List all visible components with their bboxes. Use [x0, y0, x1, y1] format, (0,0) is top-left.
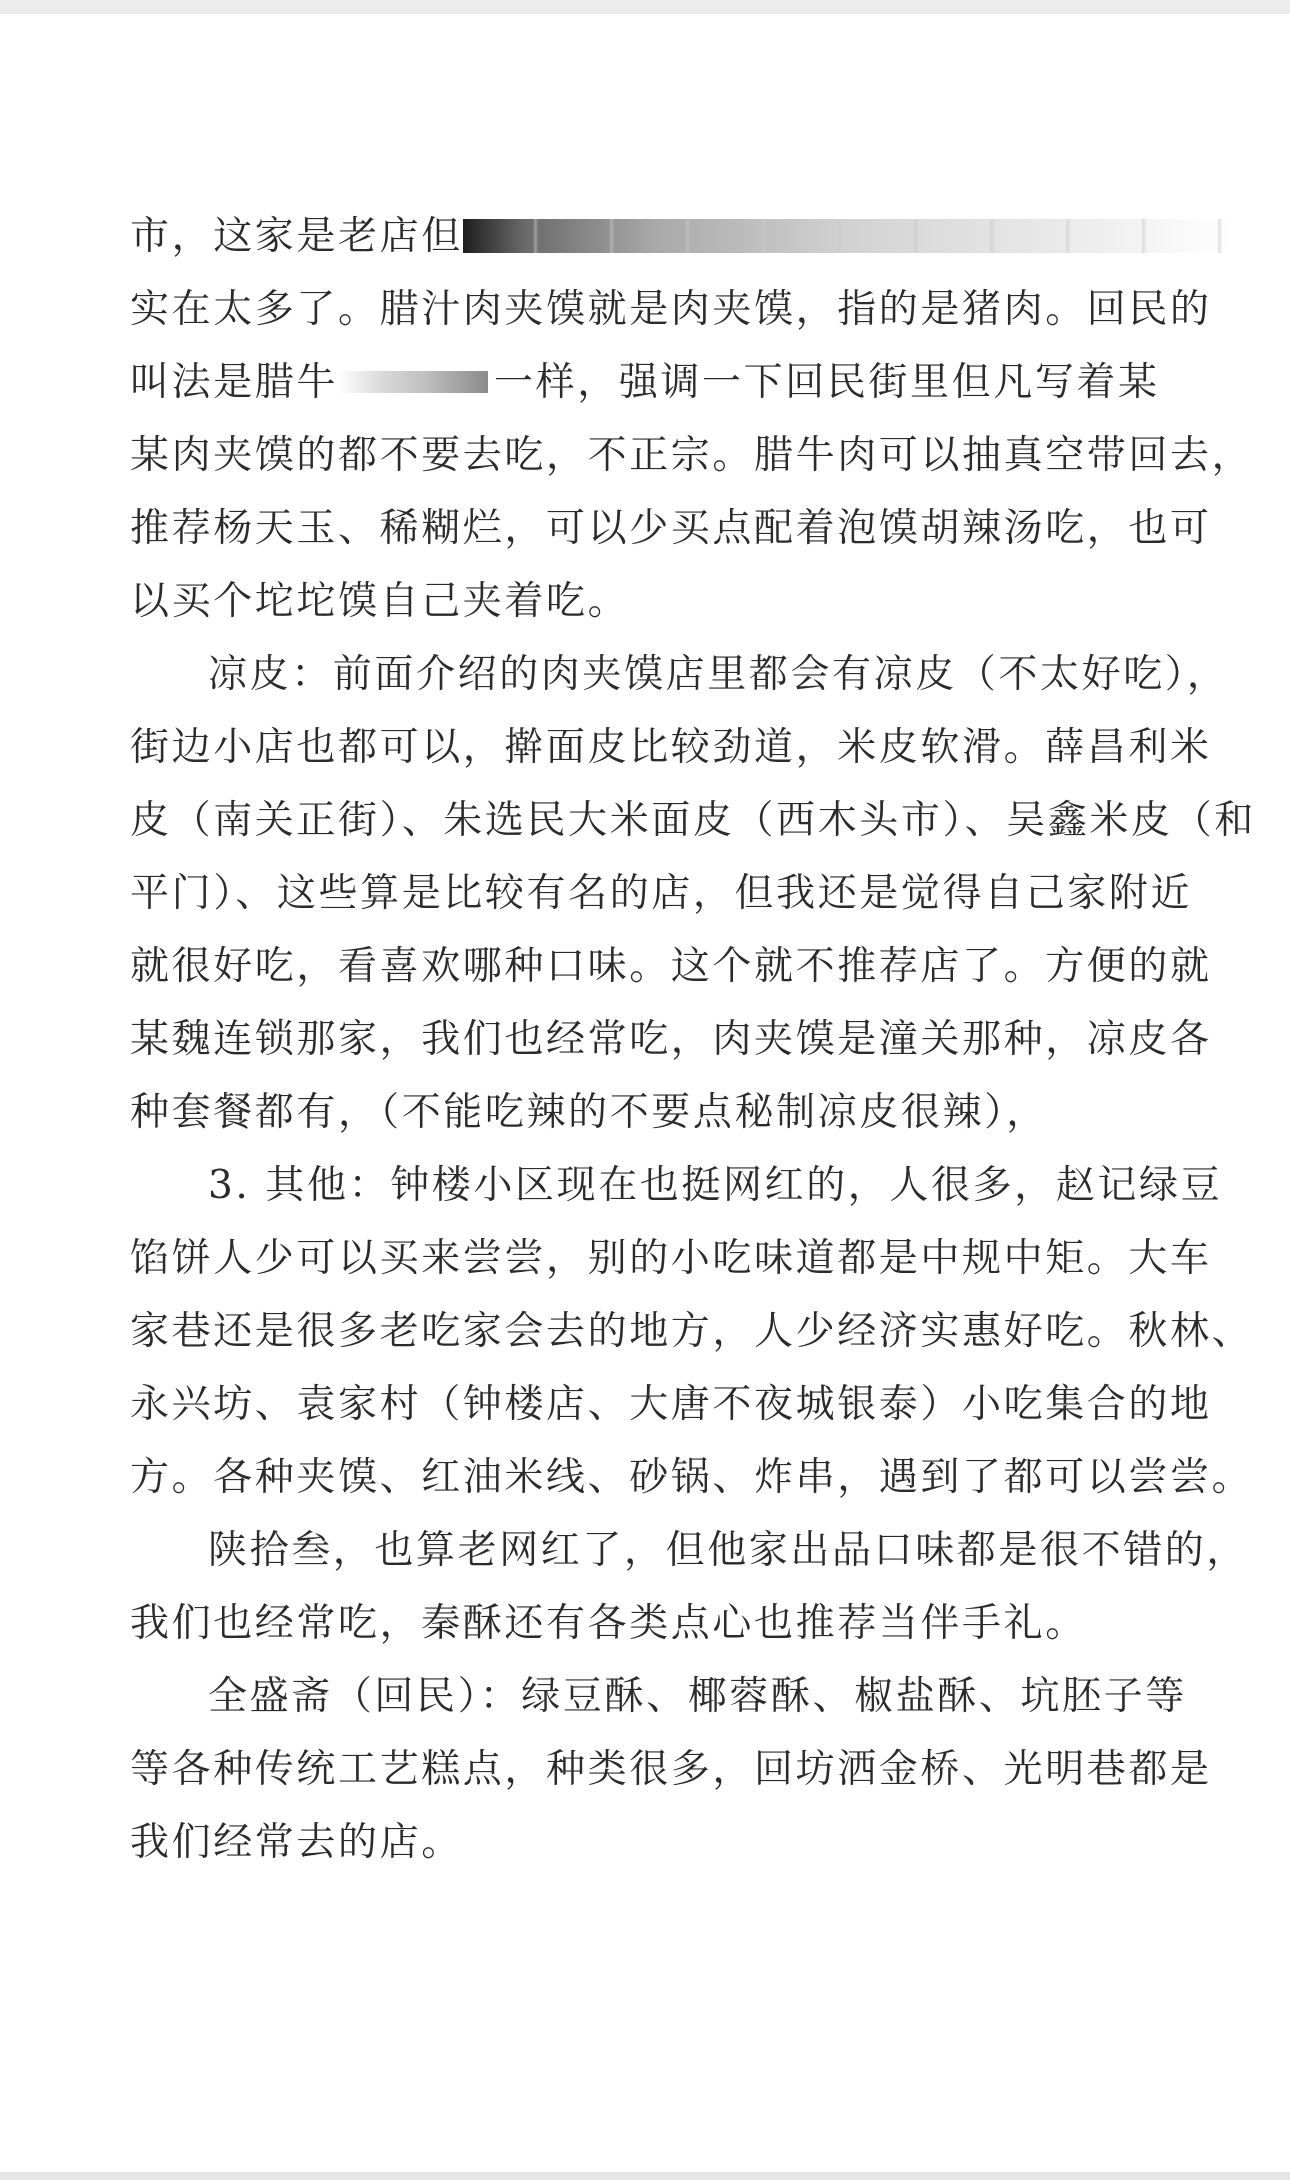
text-line-3 — [130, 346, 1200, 419]
text-line-16: 家巷还是很多老吃家会去的地方，人少经济实惠好吃。秋林、 — [130, 1309, 1254, 1354]
text-line-4: 某肉夹馍的都不要去吃，不正宗。腊牛肉可以抽真空带回去， — [130, 433, 1254, 478]
text-line-5: 推荐杨天玉、稀糊烂，可以少买点配着泡馍胡辣汤吃，也可 — [130, 506, 1212, 551]
text-line-21: 全盛斋（回民）：绿豆酥、椰蓉酥、椒盐酥、坑胚子等 — [208, 1674, 1187, 1719]
text-line-12: 某魏连锁那家，我们也经常吃，肉夹馍是潼关那种，凉皮各 — [130, 1017, 1212, 1062]
redaction-smudge — [338, 371, 488, 393]
line-text-after: 一样，强调一下回民街里但凡写着某 — [494, 360, 1160, 405]
text-line-6: 以买个坨坨馍自己夹着吃。 — [130, 579, 630, 624]
text-line-23: 我们经常去的店。 — [130, 1820, 463, 1865]
text-line-7: 凉皮：前面介绍的肉夹馍店里都会有凉皮（不太好吃）， — [208, 652, 1229, 697]
line-text: 市，这家是老店但 — [130, 214, 463, 259]
text-line-2: 实在太多了。腊汁肉夹馍就是肉夹馍，指的是猪肉。回民的 — [130, 287, 1212, 332]
text-line-15: 馅饼人少可以买来尝尝，别的小吃味道都是中规中矩。大车 — [130, 1236, 1212, 1281]
text-line-13: 种套餐都有，（不能吃辣的不要点秘制凉皮很辣）， — [130, 1090, 1048, 1135]
document-page — [130, 200, 1256, 1879]
line-text-before: 叫法是腊牛 — [130, 360, 339, 405]
redaction-smudge — [463, 219, 1233, 253]
text-line-17: 永兴坊、袁家村（钟楼店、大唐不夜城银泰）小吃集合的地 — [130, 1382, 1212, 1427]
text-line-9: 皮（南关正街）、朱选民大米面皮（西木头市）、吴鑫米皮（和 — [130, 798, 1256, 843]
text-line-1 — [130, 200, 1200, 273]
text-line-14: 3. 其他：钟楼小区现在也挺网红的，人很多，赵记绿豆 — [208, 1163, 1223, 1208]
text-line-18: 方。各种夹馍、红油米线、砂锅、炸串，遇到了都可以尝尝。 — [130, 1455, 1254, 1500]
text-line-19: 陕拾叁，也算老网红了，但他家出品口味都是很不错的， — [208, 1528, 1249, 1573]
text-line-8: 街边小店也都可以，擀面皮比较劲道，米皮软滑。薛昌利米 — [130, 725, 1212, 770]
text-line-11: 就很好吃，看喜欢哪种口味。这个就不推荐店了。方便的就 — [130, 944, 1212, 989]
text-line-22: 等各种传统工艺糕点，种类很多，回坊洒金桥、光明巷都是 — [130, 1747, 1212, 1792]
text-line-10: 平门）、这些算是比较有名的店，但我还是觉得自己家附近 — [130, 871, 1193, 916]
top-edge-bar — [0, 0, 1290, 14]
text-line-20: 我们也经常吃，秦酥还有各类点心也推荐当伴手礼。 — [130, 1601, 1087, 1646]
bottom-edge-bar — [0, 2172, 1290, 2180]
